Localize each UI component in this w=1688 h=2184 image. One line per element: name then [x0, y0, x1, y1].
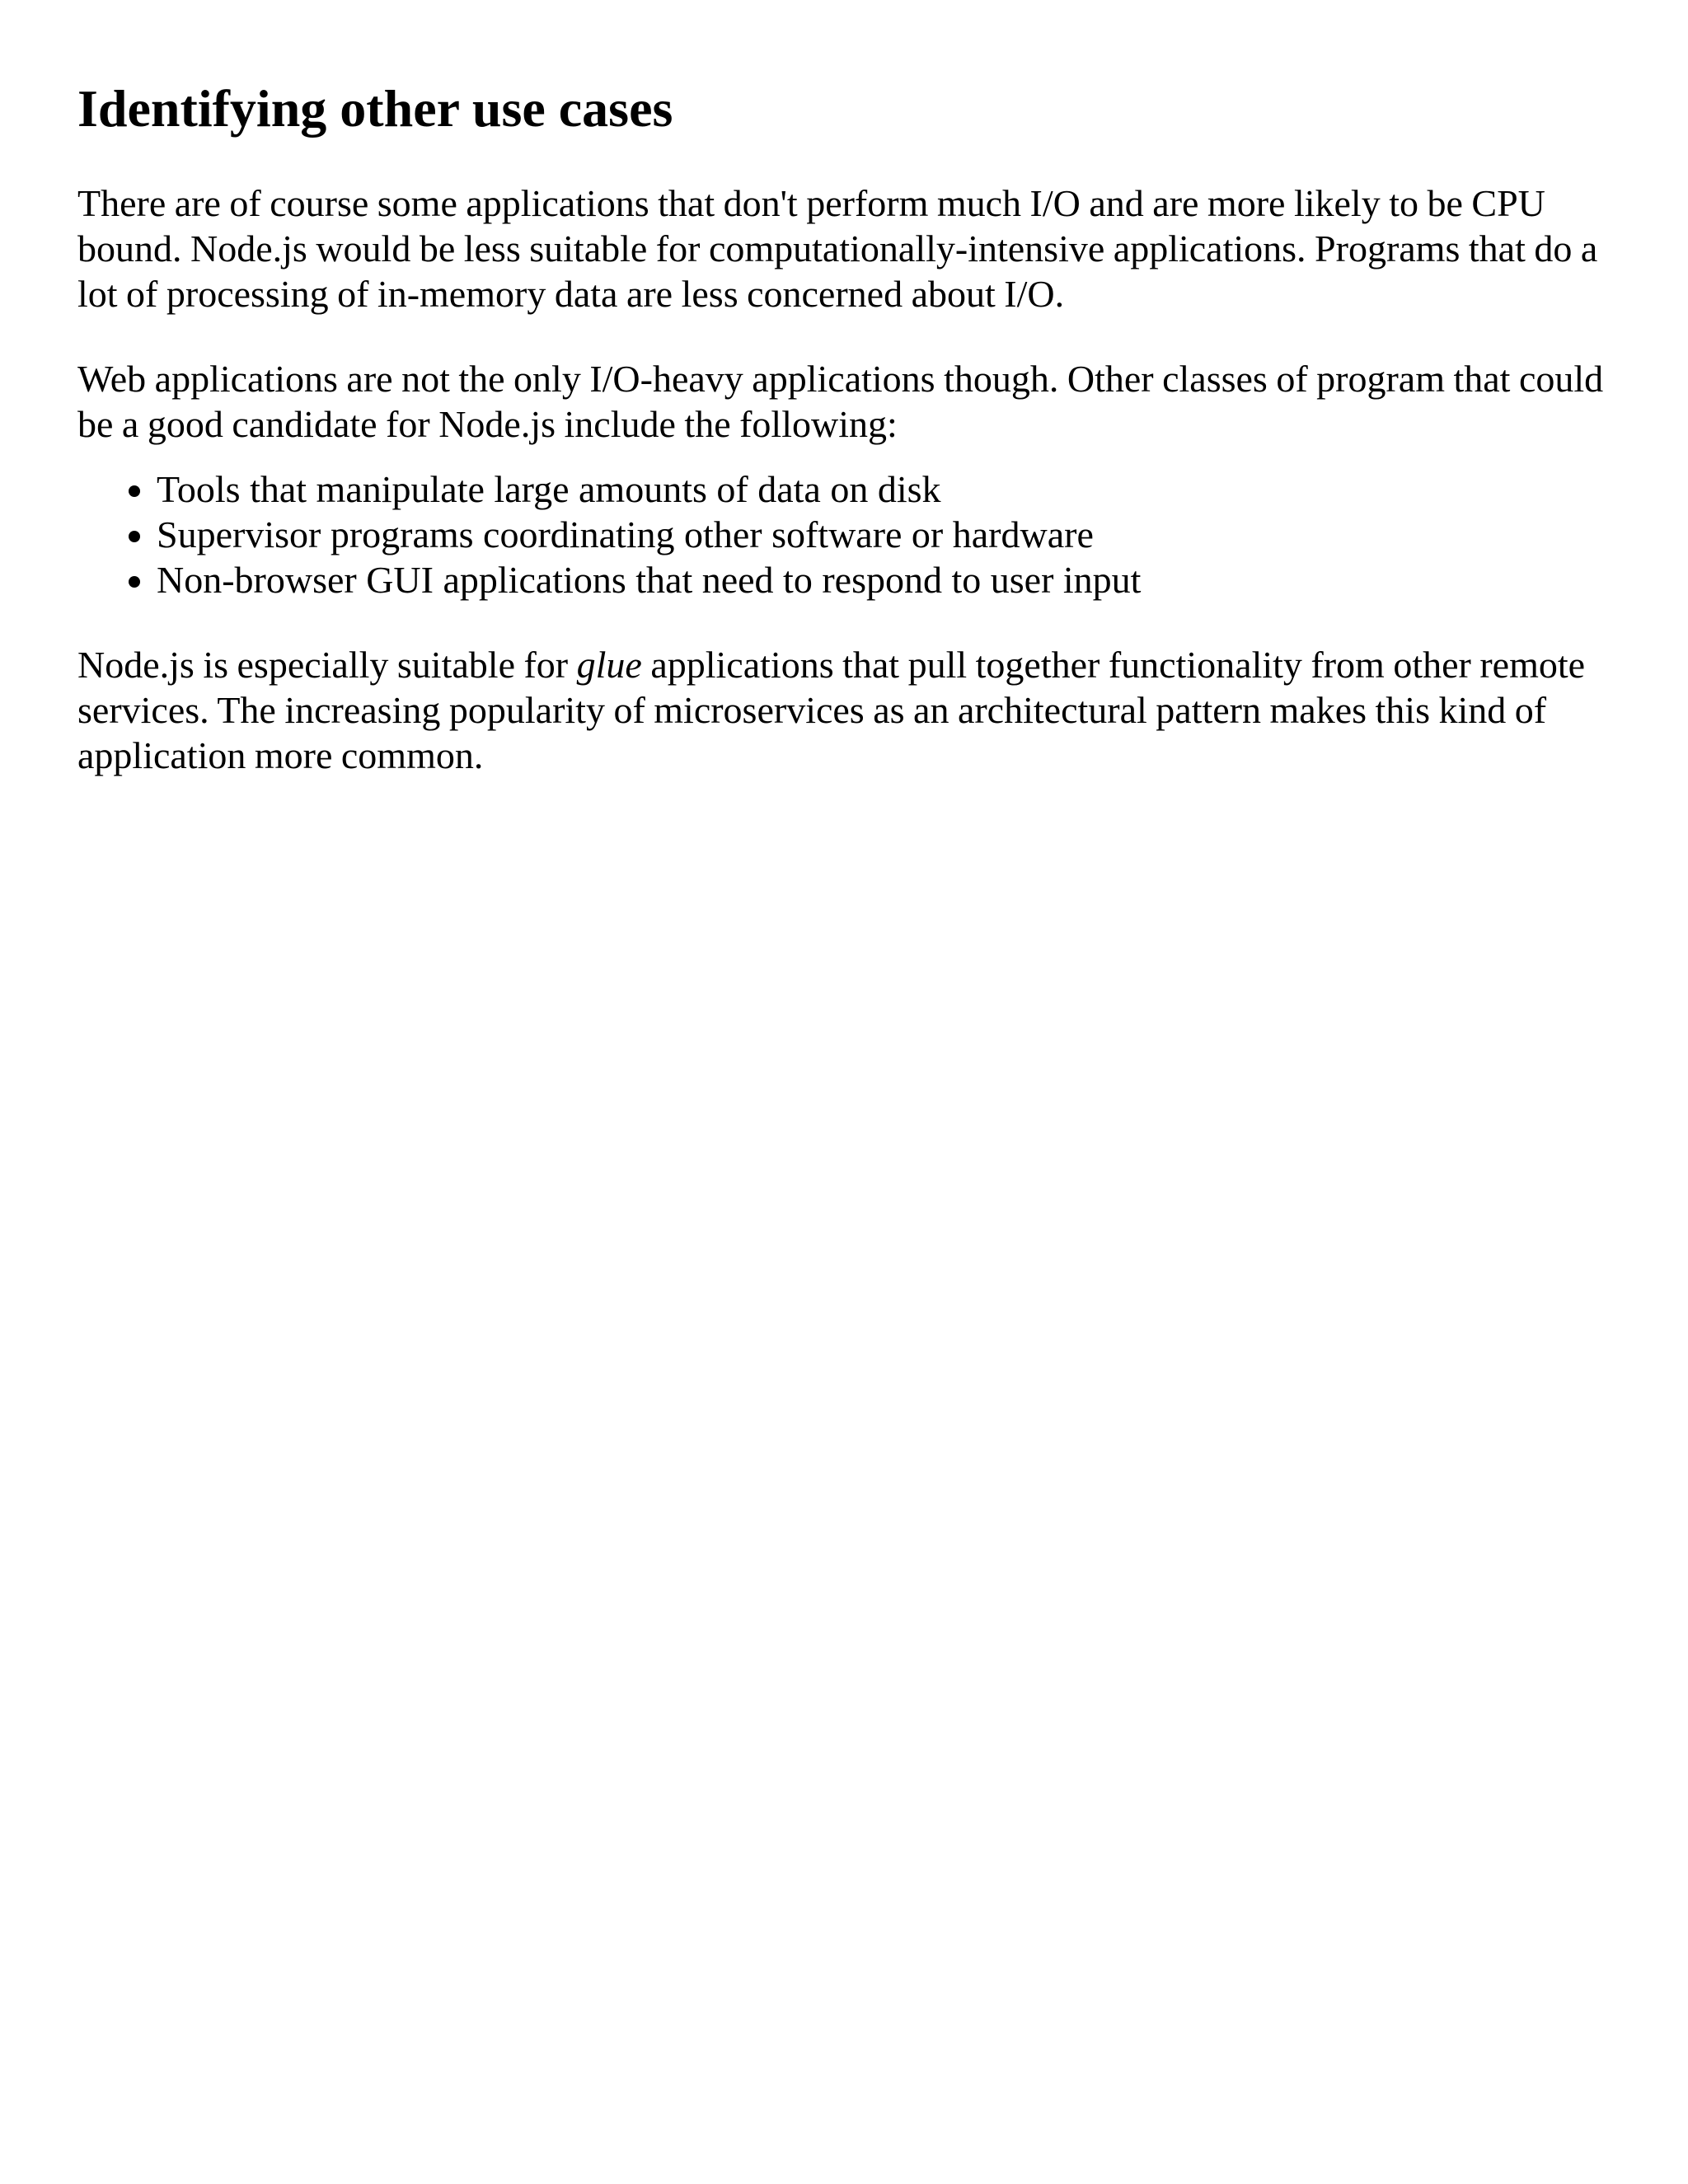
section-heading: Identifying other use cases — [77, 79, 673, 138]
emphasis-glue: glue — [576, 643, 642, 686]
list-item: • Supervisor programs coordinating other software or hardware — [157, 512, 1627, 557]
paragraph-cpu-bound: There are of course some applications that don't perform much I/O and are more likely to be CPU bound. Node.js would be less suitable for computationally-intensive applications. Programs that do a lot of processing of in-memory data are less concerned about I/O. — [77, 181, 1598, 315]
document-page — [77, 77, 1627, 818]
paragraph-text-after: applications that pull together functionality from other remote services. The increasing popularity of microservices as an architectural pattern makes this kind of application more common. — [77, 643, 1586, 776]
paragraph-glue-applications — [77, 642, 1627, 778]
list-item: • Non-browser GUI applications that need to respond to user input — [157, 557, 1627, 602]
use-case-list — [77, 466, 1627, 602]
paragraph-text-before: Node.js is especially suitable for — [77, 643, 577, 686]
list-item: • Tools that manipulate large amounts of data on disk — [157, 466, 1627, 512]
paragraph-other-classes: Web applications are not the only I/O-heavy applications though. Other classes of program that could be a good candidate for Node.js include the following: — [77, 357, 1604, 445]
